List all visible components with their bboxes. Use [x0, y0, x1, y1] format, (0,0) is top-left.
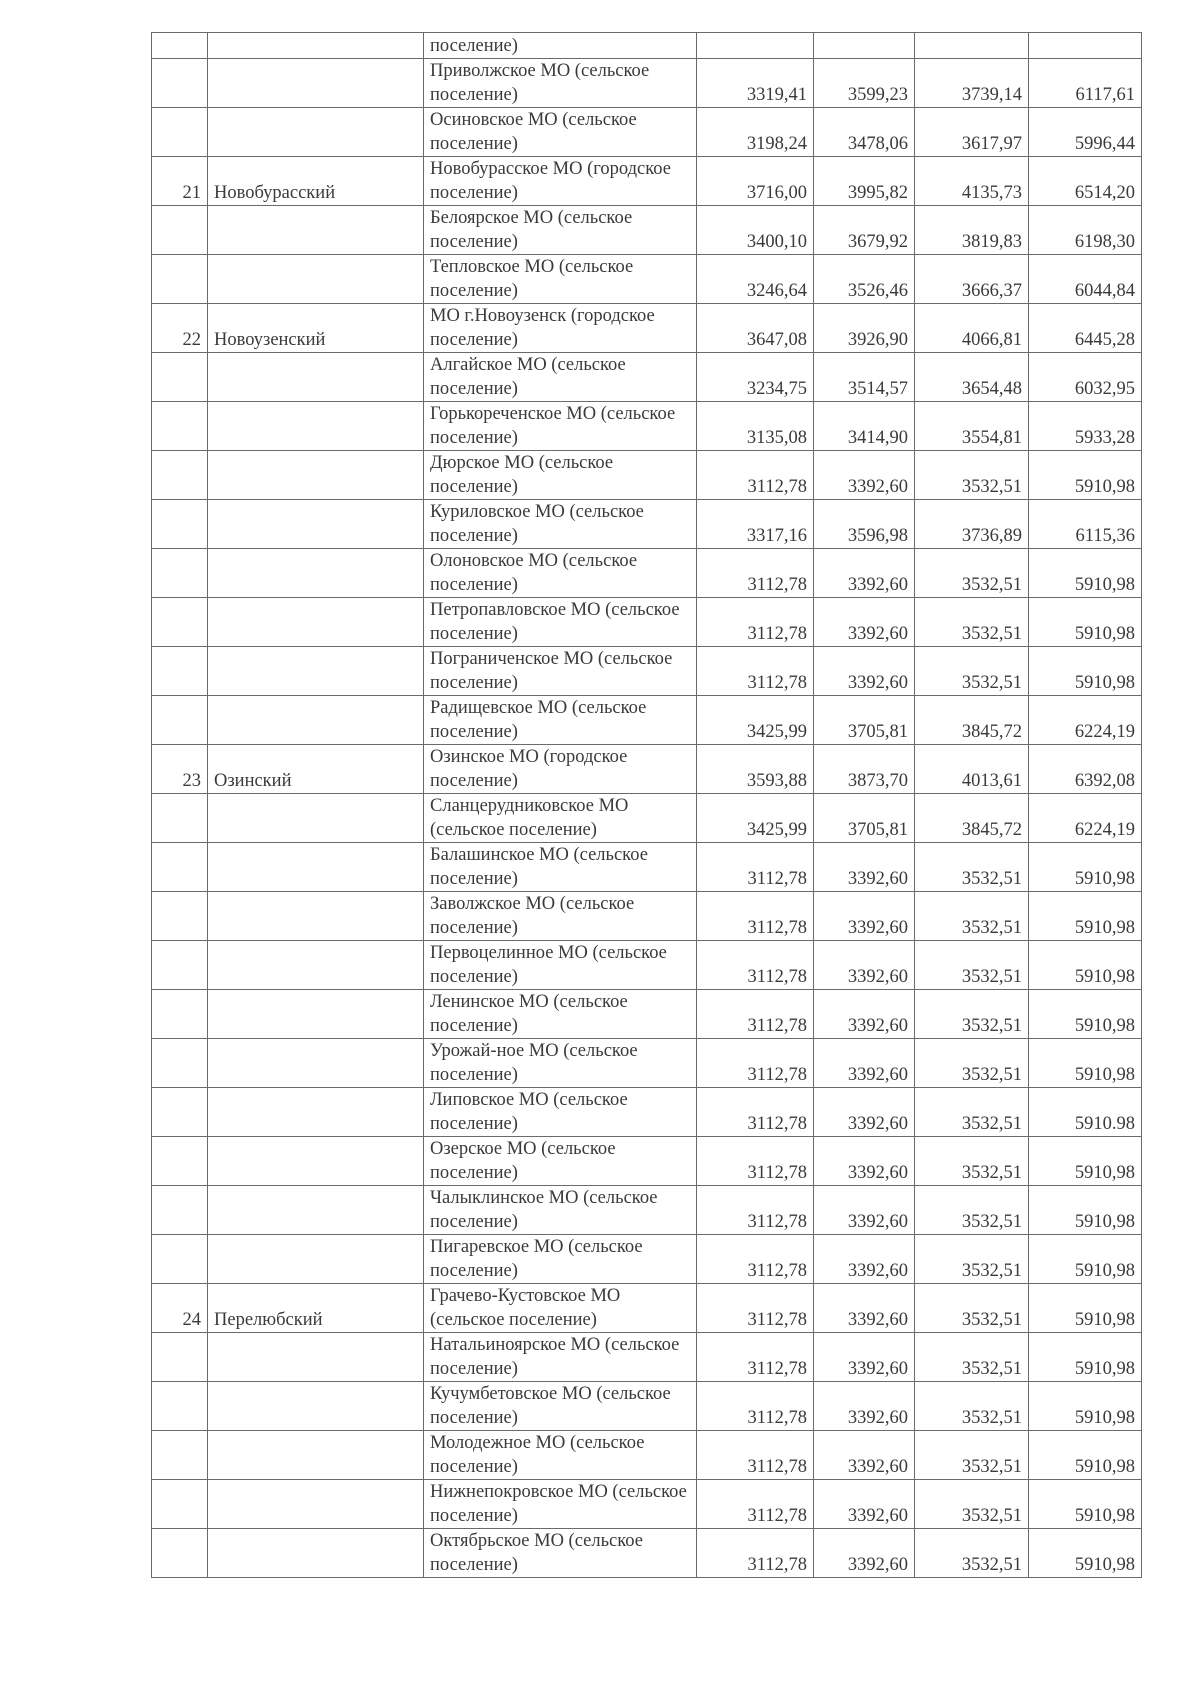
- value-cell-2: 3392,60: [814, 843, 915, 892]
- value-cell-3: 3819,83: [915, 206, 1029, 255]
- table-row: [152, 598, 1142, 647]
- district-cell: [208, 990, 424, 1039]
- value-cell-4: 5910,98: [1029, 451, 1142, 500]
- value-cell-4: 6224,19: [1029, 794, 1142, 843]
- value-cell-4: 5996,44: [1029, 108, 1142, 157]
- district-cell: [208, 255, 424, 304]
- municipality-cell: Чалыклинское МО (сельское поселение): [424, 1186, 697, 1235]
- district-cell: [208, 794, 424, 843]
- value-cell-3: 3532,51: [915, 1088, 1029, 1137]
- value-cell-3: 3845,72: [915, 794, 1029, 843]
- value-cell-1: 3112,78: [697, 451, 814, 500]
- value-cell-2: 3596,98: [814, 500, 915, 549]
- table-row: [152, 549, 1142, 598]
- district-cell: [208, 1382, 424, 1431]
- value-cell-3: 3532,51: [915, 1137, 1029, 1186]
- municipality-cell: Сланцерудниковское МО (сельское поселение): [424, 794, 697, 843]
- value-cell-1: 3400,10: [697, 206, 814, 255]
- value-cell-1: 3716,00: [697, 157, 814, 206]
- value-cell-3: [915, 33, 1029, 59]
- table-row: [152, 696, 1142, 745]
- value-cell-3: 3554,81: [915, 402, 1029, 451]
- value-cell-4: 5910,98: [1029, 598, 1142, 647]
- value-cell-3: 3666,37: [915, 255, 1029, 304]
- municipality-cell: Заволжское МО (сельское поселение): [424, 892, 697, 941]
- value-cell-3: 3617,97: [915, 108, 1029, 157]
- value-cell-4: 6198,30: [1029, 206, 1142, 255]
- value-cell-4: 6224,19: [1029, 696, 1142, 745]
- value-cell-2: 3392,60: [814, 1382, 915, 1431]
- municipality-cell: поселение): [424, 33, 697, 59]
- value-cell-2: 3514,57: [814, 353, 915, 402]
- value-cell-1: 3319,41: [697, 59, 814, 108]
- value-cell-1: 3246,64: [697, 255, 814, 304]
- row-number-cell: 23: [152, 745, 208, 794]
- value-cell-2: 3705,81: [814, 794, 915, 843]
- value-cell-1: 3112,78: [697, 1039, 814, 1088]
- table-row: [152, 1039, 1142, 1088]
- row-number-cell: [152, 255, 208, 304]
- municipality-cell: Первоцелинное МО (сельское поселение): [424, 941, 697, 990]
- district-cell: [208, 843, 424, 892]
- value-cell-1: 3112,78: [697, 990, 814, 1039]
- value-cell-1: 3198,24: [697, 108, 814, 157]
- value-cell-3: 4066,81: [915, 304, 1029, 353]
- value-cell-2: 3392,60: [814, 1431, 915, 1480]
- table-row: [152, 206, 1142, 255]
- value-cell-4: 5910,98: [1029, 647, 1142, 696]
- value-cell-1: 3112,78: [697, 647, 814, 696]
- table-row: [152, 843, 1142, 892]
- district-cell: [208, 500, 424, 549]
- value-cell-4: 6115,36: [1029, 500, 1142, 549]
- value-cell-4: 5910,98: [1029, 1529, 1142, 1578]
- row-number-cell: [152, 1137, 208, 1186]
- value-cell-3: 3845,72: [915, 696, 1029, 745]
- row-number-cell: [152, 1382, 208, 1431]
- value-cell-4: 5933,28: [1029, 402, 1142, 451]
- row-number-cell: [152, 598, 208, 647]
- value-cell-1: 3317,16: [697, 500, 814, 549]
- value-cell-4: 5910.98: [1029, 1088, 1142, 1137]
- value-cell-2: 3392,60: [814, 647, 915, 696]
- table-row: [152, 157, 1142, 206]
- municipality-cell: Кучумбетовское МО (сельское поселение): [424, 1382, 697, 1431]
- value-cell-1: 3112,78: [697, 1529, 814, 1578]
- municipality-cell: МО г.Новоузенск (городское поселение): [424, 304, 697, 353]
- district-cell: [208, 108, 424, 157]
- municipality-cell: Олоновское МО (сельское поселение): [424, 549, 697, 598]
- value-cell-4: 5910,98: [1029, 990, 1142, 1039]
- row-number-cell: [152, 33, 208, 59]
- value-cell-2: 3599,23: [814, 59, 915, 108]
- district-cell: [208, 1529, 424, 1578]
- value-cell-2: 3995,82: [814, 157, 915, 206]
- row-number-cell: [152, 59, 208, 108]
- value-cell-1: 3135,08: [697, 402, 814, 451]
- table-row: [152, 1333, 1142, 1382]
- value-cell-1: 3112,78: [697, 1235, 814, 1284]
- district-cell: [208, 1480, 424, 1529]
- row-number-cell: [152, 941, 208, 990]
- value-cell-1: 3112,78: [697, 1088, 814, 1137]
- row-number-cell: [152, 1186, 208, 1235]
- value-cell-2: 3392,60: [814, 1529, 915, 1578]
- row-number-cell: 22: [152, 304, 208, 353]
- table-row: [152, 451, 1142, 500]
- value-cell-2: 3392,60: [814, 1235, 915, 1284]
- table-row: [152, 108, 1142, 157]
- value-cell-4: 5910,98: [1029, 1431, 1142, 1480]
- district-cell: Озинский: [208, 745, 424, 794]
- municipality-cell: Алгайское МО (сельское поселение): [424, 353, 697, 402]
- value-cell-4: 5910,98: [1029, 941, 1142, 990]
- value-cell-3: 3532,51: [915, 549, 1029, 598]
- value-cell-3: 3532,51: [915, 1039, 1029, 1088]
- value-cell-2: 3392,60: [814, 1480, 915, 1529]
- table-row: [152, 33, 1142, 59]
- value-cell-4: 5910,98: [1029, 1186, 1142, 1235]
- table-row: [152, 402, 1142, 451]
- district-cell: [208, 1333, 424, 1382]
- value-cell-1: 3112,78: [697, 549, 814, 598]
- municipality-cell: Натальиноярское МО (сельское поселение): [424, 1333, 697, 1382]
- value-cell-1: 3112,78: [697, 843, 814, 892]
- municipality-cell: Горькореченское МО (сельское поселение): [424, 402, 697, 451]
- row-number-cell: [152, 794, 208, 843]
- municipality-cell: Приволжское МО (сельское поселение): [424, 59, 697, 108]
- value-cell-2: 3392,60: [814, 1333, 915, 1382]
- row-number-cell: [152, 892, 208, 941]
- value-cell-4: 5910,98: [1029, 1333, 1142, 1382]
- district-cell: [208, 892, 424, 941]
- value-cell-4: 6032,95: [1029, 353, 1142, 402]
- value-cell-4: 5910,98: [1029, 1284, 1142, 1333]
- value-cell-4: 6117,61: [1029, 59, 1142, 108]
- row-number-cell: 24: [152, 1284, 208, 1333]
- value-cell-1: 3112,78: [697, 941, 814, 990]
- value-cell-1: 3112,78: [697, 1382, 814, 1431]
- district-cell: [208, 353, 424, 402]
- value-cell-2: 3392,60: [814, 1137, 915, 1186]
- district-cell: Новобурасский: [208, 157, 424, 206]
- value-cell-3: 3532,51: [915, 1480, 1029, 1529]
- municipality-cell: Куриловское МО (сельское поселение): [424, 500, 697, 549]
- value-cell-3: 3532,51: [915, 1333, 1029, 1382]
- value-cell-2: 3526,46: [814, 255, 915, 304]
- municipality-cell: Пигаревское МО (сельское поселение): [424, 1235, 697, 1284]
- value-cell-1: 3112,78: [697, 1431, 814, 1480]
- district-cell: [208, 402, 424, 451]
- district-cell: [208, 1039, 424, 1088]
- table-row: [152, 1529, 1142, 1578]
- municipality-cell: Грачево-Кустовское МО (сельское поселение): [424, 1284, 697, 1333]
- value-cell-4: 5910,98: [1029, 843, 1142, 892]
- table-row: [152, 1235, 1142, 1284]
- row-number-cell: [152, 500, 208, 549]
- district-cell: [208, 451, 424, 500]
- value-cell-4: 6514,20: [1029, 157, 1142, 206]
- district-cell: [208, 696, 424, 745]
- value-cell-1: 3112,78: [697, 598, 814, 647]
- district-cell: Новоузенский: [208, 304, 424, 353]
- value-cell-1: [697, 33, 814, 59]
- district-cell: [208, 1431, 424, 1480]
- value-cell-4: 5910,98: [1029, 1235, 1142, 1284]
- table-row: [152, 59, 1142, 108]
- value-cell-2: 3926,90: [814, 304, 915, 353]
- value-cell-2: 3392,60: [814, 892, 915, 941]
- value-cell-1: 3234,75: [697, 353, 814, 402]
- municipality-cell: Новобурасское МО (городское поселение): [424, 157, 697, 206]
- row-number-cell: [152, 108, 208, 157]
- table-row: [152, 647, 1142, 696]
- row-number-cell: 21: [152, 157, 208, 206]
- district-cell: [208, 59, 424, 108]
- value-cell-1: 3112,78: [697, 1480, 814, 1529]
- district-cell: [208, 647, 424, 696]
- value-cell-2: 3392,60: [814, 598, 915, 647]
- value-cell-4: 5910,98: [1029, 892, 1142, 941]
- municipality-cell: Липовское МО (сельское поселение): [424, 1088, 697, 1137]
- row-number-cell: [152, 1333, 208, 1382]
- row-number-cell: [152, 696, 208, 745]
- municipality-cell: Дюрское МО (сельское поселение): [424, 451, 697, 500]
- value-cell-3: 3532,51: [915, 990, 1029, 1039]
- municipality-cell: Ленинское МО (сельское поселение): [424, 990, 697, 1039]
- district-cell: [208, 33, 424, 59]
- value-cell-4: 5910,98: [1029, 549, 1142, 598]
- value-cell-3: 3739,14: [915, 59, 1029, 108]
- value-cell-1: 3112,78: [697, 1186, 814, 1235]
- table-row: [152, 941, 1142, 990]
- district-cell: [208, 1235, 424, 1284]
- row-number-cell: [152, 1431, 208, 1480]
- value-cell-1: 3112,78: [697, 892, 814, 941]
- value-cell-1: 3647,08: [697, 304, 814, 353]
- district-cell: [208, 549, 424, 598]
- value-cell-2: 3392,60: [814, 1039, 915, 1088]
- district-cell: [208, 941, 424, 990]
- table-row: [152, 892, 1142, 941]
- value-cell-2: 3705,81: [814, 696, 915, 745]
- table-row: [152, 794, 1142, 843]
- tariff-table: [151, 32, 1142, 1578]
- value-cell-3: 3532,51: [915, 451, 1029, 500]
- district-cell: [208, 1088, 424, 1137]
- table-row: [152, 353, 1142, 402]
- value-cell-2: 3392,60: [814, 1088, 915, 1137]
- value-cell-3: 4013,61: [915, 745, 1029, 794]
- value-cell-2: 3392,60: [814, 941, 915, 990]
- value-cell-3: 3736,89: [915, 500, 1029, 549]
- district-cell: [208, 598, 424, 647]
- table-row: [152, 1284, 1142, 1333]
- table-row: [152, 745, 1142, 794]
- municipality-cell: Петропавловское МО (сельское поселение): [424, 598, 697, 647]
- row-number-cell: [152, 402, 208, 451]
- value-cell-2: 3392,60: [814, 1186, 915, 1235]
- municipality-cell: Пограниченское МО (сельское поселение): [424, 647, 697, 696]
- table-row: [152, 1088, 1142, 1137]
- municipality-cell: Нижнепокровское МО (сельское поселение): [424, 1480, 697, 1529]
- value-cell-2: 3392,60: [814, 451, 915, 500]
- row-number-cell: [152, 549, 208, 598]
- table-row: [152, 1186, 1142, 1235]
- value-cell-4: 5910,98: [1029, 1382, 1142, 1431]
- value-cell-4: 5910,98: [1029, 1039, 1142, 1088]
- value-cell-4: 5910,98: [1029, 1137, 1142, 1186]
- value-cell-3: 3532,51: [915, 1186, 1029, 1235]
- value-cell-3: 3532,51: [915, 843, 1029, 892]
- municipality-cell: Осиновское МО (сельское поселение): [424, 108, 697, 157]
- municipality-cell: Балашинское МО (сельское поселение): [424, 843, 697, 892]
- row-number-cell: [152, 1088, 208, 1137]
- value-cell-4: 6044,84: [1029, 255, 1142, 304]
- row-number-cell: [152, 1235, 208, 1284]
- value-cell-3: 4135,73: [915, 157, 1029, 206]
- row-number-cell: [152, 843, 208, 892]
- table-row: [152, 1382, 1142, 1431]
- municipality-cell: Озерское МО (сельское поселение): [424, 1137, 697, 1186]
- value-cell-2: 3414,90: [814, 402, 915, 451]
- value-cell-3: 3532,51: [915, 1431, 1029, 1480]
- value-cell-4: 6445,28: [1029, 304, 1142, 353]
- municipality-cell: Радищевское МО (сельское поселение): [424, 696, 697, 745]
- value-cell-3: 3654,48: [915, 353, 1029, 402]
- value-cell-3: 3532,51: [915, 941, 1029, 990]
- row-number-cell: [152, 1039, 208, 1088]
- table-row: [152, 1431, 1142, 1480]
- value-cell-4: 5910,98: [1029, 1480, 1142, 1529]
- value-cell-2: 3873,70: [814, 745, 915, 794]
- district-cell: [208, 1137, 424, 1186]
- table-row: [152, 1480, 1142, 1529]
- value-cell-1: 3112,78: [697, 1284, 814, 1333]
- value-cell-4: [1029, 33, 1142, 59]
- value-cell-2: 3392,60: [814, 1284, 915, 1333]
- value-cell-3: 3532,51: [915, 1529, 1029, 1578]
- row-number-cell: [152, 647, 208, 696]
- row-number-cell: [152, 206, 208, 255]
- table-row: [152, 304, 1142, 353]
- value-cell-1: 3593,88: [697, 745, 814, 794]
- row-number-cell: [152, 990, 208, 1039]
- value-cell-2: [814, 33, 915, 59]
- row-number-cell: [152, 1480, 208, 1529]
- value-cell-3: 3532,51: [915, 1235, 1029, 1284]
- value-cell-1: 3425,99: [697, 696, 814, 745]
- value-cell-3: 3532,51: [915, 647, 1029, 696]
- district-cell: [208, 206, 424, 255]
- value-cell-3: 3532,51: [915, 1284, 1029, 1333]
- municipality-cell: Белоярское МО (сельское поселение): [424, 206, 697, 255]
- district-cell: Перелюбский: [208, 1284, 424, 1333]
- row-number-cell: [152, 451, 208, 500]
- value-cell-2: 3478,06: [814, 108, 915, 157]
- table-row: [152, 1137, 1142, 1186]
- value-cell-4: 6392,08: [1029, 745, 1142, 794]
- table-body: [152, 33, 1142, 1578]
- value-cell-2: 3392,60: [814, 549, 915, 598]
- municipality-cell: Октябрьское МО (сельское поселение): [424, 1529, 697, 1578]
- table-row: [152, 500, 1142, 549]
- district-cell: [208, 1186, 424, 1235]
- municipality-cell: Озинское МО (городское поселение): [424, 745, 697, 794]
- municipality-cell: Тепловское МО (сельское поселение): [424, 255, 697, 304]
- value-cell-3: 3532,51: [915, 892, 1029, 941]
- value-cell-3: 3532,51: [915, 1382, 1029, 1431]
- row-number-cell: [152, 353, 208, 402]
- value-cell-2: 3392,60: [814, 990, 915, 1039]
- table-row: [152, 990, 1142, 1039]
- municipality-cell: Молодежное МО (сельское поселение): [424, 1431, 697, 1480]
- value-cell-1: 3112,78: [697, 1137, 814, 1186]
- value-cell-3: 3532,51: [915, 598, 1029, 647]
- value-cell-2: 3679,92: [814, 206, 915, 255]
- row-number-cell: [152, 1529, 208, 1578]
- value-cell-1: 3112,78: [697, 1333, 814, 1382]
- value-cell-1: 3425,99: [697, 794, 814, 843]
- municipality-cell: Урожай-ное МО (сельское поселение): [424, 1039, 697, 1088]
- table-row: [152, 255, 1142, 304]
